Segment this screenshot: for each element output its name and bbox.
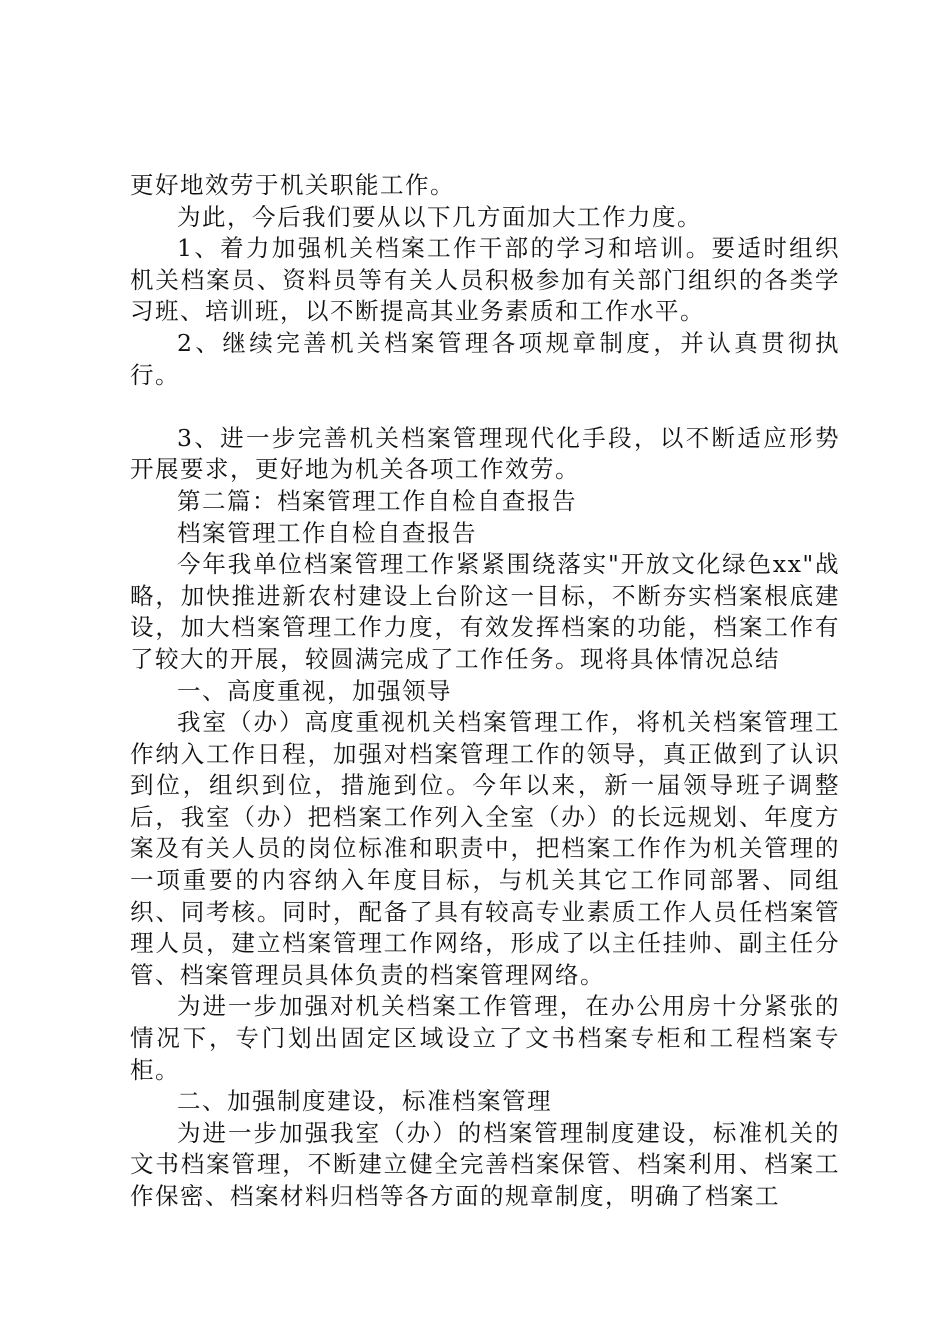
paragraph-item-3: 3、进一步完善机关档案管理现代化手段，以不断适应形势开展要求，更好地为机关各项工作效劳。 (130, 423, 840, 484)
paragraph-overview: 今年我单位档案管理工作紧紧围绕落实"开放文化绿色xx"战略，加快推进新农村建设上台阶这一目标，不断夯实档案根底建设，加大档案管理工作力度，有效发挥档案的功能，档案工作有了较大的开展，较圆满完成了工作任务。现将具体情况总结 (130, 550, 840, 673)
heading-part-2: 二、加强制度建设，标准档案管理 (177, 1087, 552, 1116)
section-heading: 第二篇：档案管理工作自检自查报告 (177, 486, 577, 515)
report-title: 档案管理工作自检自查报告 (177, 518, 477, 547)
paragraph-storage: 为进一步加强对机关档案工作管理，在办公用房十分紧张的情况下，专门划出固定区域设立了文书档案专柜和工程档案专柜。 (130, 992, 840, 1084)
heading-part-1: 一、高度重视，加强领导 (177, 676, 452, 705)
paragraph-continuation: 更好地效劳于机关职能工作。 (130, 171, 455, 199)
paragraph-item-2: 2、继续完善机关档案管理各项规章制度，并认真贯彻执行。 (130, 328, 840, 389)
document-body (130, 170, 840, 1213)
paragraph-intro: 为此，今后我们要从以下几方面加大工作力度。 (177, 202, 702, 231)
paragraph-leadership: 我室（办）高度重视机关档案管理工作，将机关档案管理工作纳入工作日程，加强对档案管理工作的领导，真正做到了认识到位，组织到位，措施到位。今年以来，新一届领导班子调整后，我室（办）把档案工作列入全室（办）的长远规划、年度方案及有关人员的岗位标准和职责中，把档案工作作为机关管理的一项重要的内容纳入年度目标，与机关其它工作同部署、同组织、同考核。同时，配备了具有较高专业素质工作人员任档案管理人员，建立档案管理工作网络，形成了以主任挂帅、副主任分管、档案管理员具体负责的档案管理网络。 (130, 708, 840, 989)
paragraph-item-1: 1、着力加强机关档案工作干部的学习和培训。要适时组织机关档案员、资料员等有关人员积极参加有关部门组织的各类学习班、培训班，以不断提高其业务素质和工作水平。 (130, 234, 840, 326)
blank-line (130, 391, 840, 423)
paragraph-regulations: 为进一步加强我室（办）的档案管理制度建设，标准机关的文书档案管理，不断建立健全完善档案保管、档案利用、档案工作保密、档案材料归档等各方面的规章制度，明确了档案工 (130, 1118, 840, 1210)
